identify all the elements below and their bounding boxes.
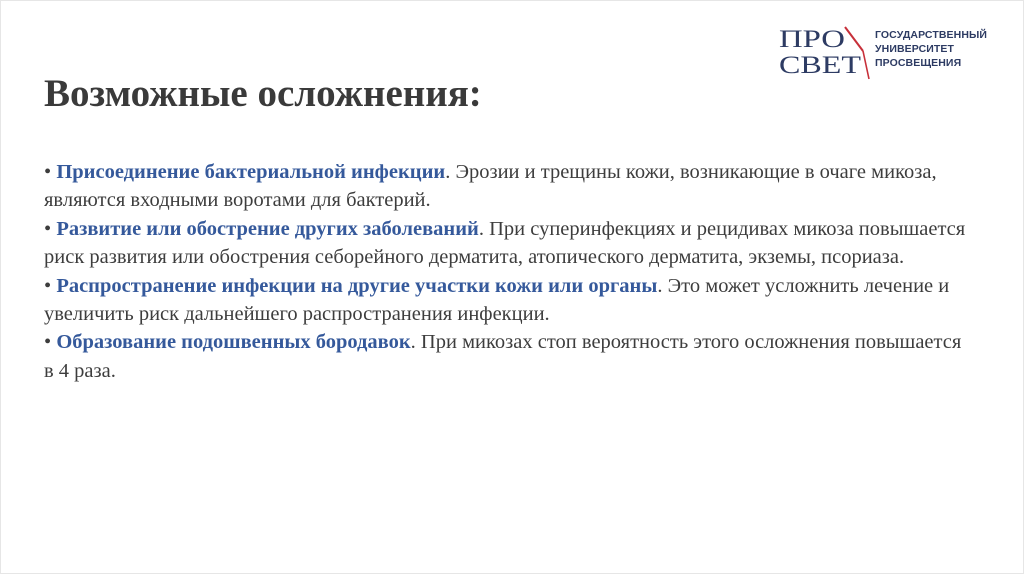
university-logo xyxy=(779,19,989,81)
prosvet-logo-mark xyxy=(779,25,871,81)
bullet: • xyxy=(44,217,52,240)
logo-text-line-1: ГОСУДАРСТВЕННЫЙ xyxy=(875,29,988,41)
logo-mark-line1: ПРО xyxy=(779,26,845,53)
item-heading: Образование подошвенных бородавок xyxy=(56,331,411,354)
logo-text xyxy=(875,28,987,70)
list-item xyxy=(44,158,974,215)
list-item xyxy=(44,272,974,329)
item-heading: Присоединение бактериальной инфекции xyxy=(56,161,446,183)
bullet: • xyxy=(44,274,52,297)
bullet: • xyxy=(44,161,52,183)
logo-text-line-2: УНИВЕРСИТЕТ xyxy=(875,43,955,55)
item-heading: Развитие или обострение других заболеваний xyxy=(56,217,479,240)
item-text: . При микозах стоп вероятность этого осложнения повышается в 4 раза. xyxy=(44,331,962,382)
list-item xyxy=(44,215,974,272)
item-text: . Эрозии и трещины кожи, возникающие в очаге микоза, являются входными воротами для бактерий. xyxy=(44,161,937,212)
logo-text-line-3: ПРОСВЕЩЕНИЯ xyxy=(875,57,962,69)
list-item xyxy=(44,328,974,385)
logo-mark-line2: СВЕТ xyxy=(779,52,861,79)
item-text: . При суперинфекциях и рецидивах микоза повышается риск развития или обострения себорейного дерматита, атопического дерматита, экземы, псориаза. xyxy=(44,217,966,269)
bullet: • xyxy=(44,331,52,354)
item-heading: Распространение инфекции на другие участки кожи или органы xyxy=(56,274,658,297)
complications-list xyxy=(44,158,974,385)
item-text: . Это может усложнить лечение и увеличить риск дальнейшего распространения инфекции. xyxy=(44,274,950,326)
slide-title: Возможные осложнения: xyxy=(44,72,482,115)
